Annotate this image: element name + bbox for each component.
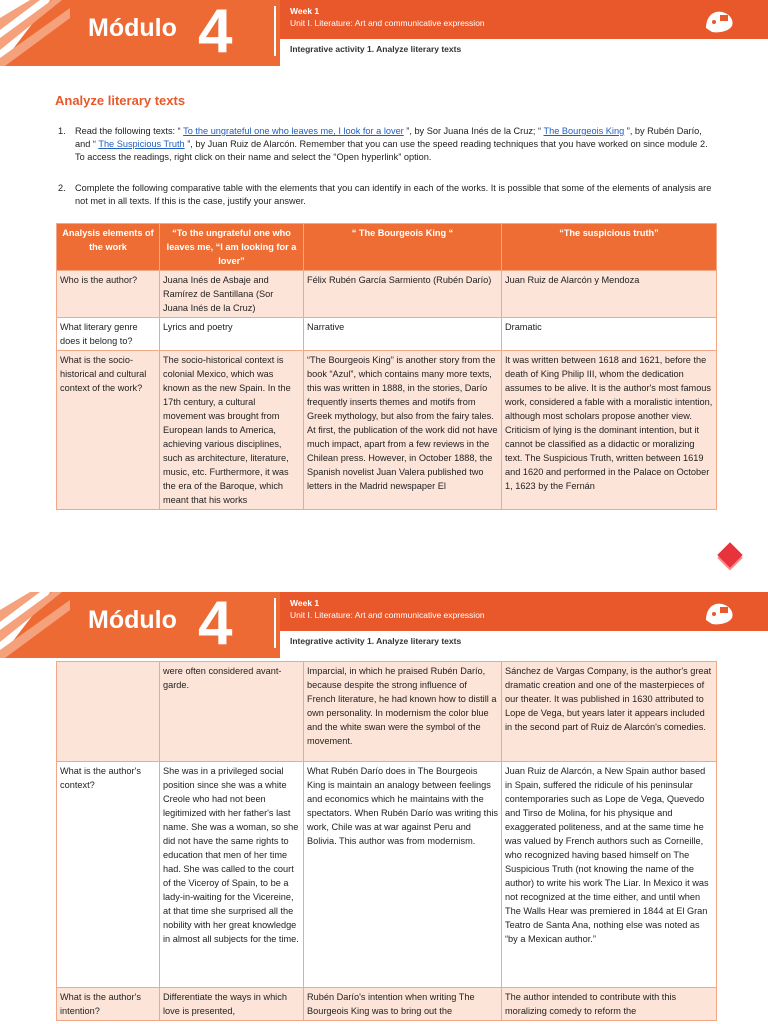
header-divider	[274, 6, 276, 56]
prepa-logo-icon	[700, 6, 740, 36]
instruction-number: 2.	[58, 183, 66, 193]
instruction-text: Complete the following comparative table with the elements that you can identify in each of the works. It is possible that some of the elements of analysis are not met in all texts. If this is the case, justify your answer.	[75, 183, 712, 207]
week-label: Week 1	[290, 598, 320, 608]
table-cell: Lyrics and poetry	[160, 318, 304, 351]
table-cell: It was written between 1618 and 1621, before the death of King Philip III, whom the dedication assumes to be alive. It is the author's most famous work, considered a fable with a moralistic intention, although most scholars propose another view. Criticism of lying is the dominant intention, but it cannot be classified as a didactic or moralizing text. The Suspicious Truth, written between 1619 and 1620 and performed in the Palace on October 1, 1623 by the Fernán	[502, 351, 717, 510]
activity-title: Integrative activity 1. Analyze literary texts	[290, 44, 462, 54]
table-row	[57, 271, 717, 318]
column-header: “To the ungrateful one who leaves me, “I am looking for a lover”	[160, 224, 304, 271]
table-row	[57, 318, 717, 351]
column-header: “ The Bourgeois King “	[304, 224, 502, 271]
reading-link-bourgeois-king[interactable]: The Bourgeois King	[543, 126, 625, 136]
header-stripes-icon	[0, 0, 70, 66]
table-cell: were often considered avant-garde.	[160, 662, 304, 762]
table-cell: “The Bourgeois King” is another story from the book “Azul”, which contains many more texts, this was written in 1888, in the stories, Darío frequently inserts themes and motifs from Greek mythology, but also from the fairy tales. At first, the publication of the work did not have much impact, apart from a few reviews in the Chilean press. However, in October 1888, the Spanish novelist Juan Valera published two letters in the Madrid newspaper El	[304, 351, 502, 510]
module-word: Módulo	[88, 606, 177, 634]
module-number: 4	[198, 592, 233, 658]
row-label: What literary genre does it belong to?	[57, 318, 160, 351]
instruction-text: Read the following texts: “	[75, 126, 184, 136]
table-row	[57, 662, 717, 762]
table-cell: Differentiate the ways in which love is presented,	[160, 988, 304, 1021]
table-cell: What Rubén Darío does in The Bourgeois King is maintain an analogy between feelings and economics which he maintains with the spectators. When Rubén Darío was writing this work, Chile was at war against Peru and Bolivia. This author was from modernism.	[304, 762, 502, 988]
page-header	[0, 0, 768, 66]
activity-title: Integrative activity 1. Analyze literary texts	[290, 636, 462, 646]
table-row	[57, 351, 717, 510]
row-label	[57, 662, 160, 762]
row-label: What is the author's context?	[57, 762, 160, 988]
instruction-1	[58, 125, 718, 165]
document-page-2	[0, 592, 768, 1024]
prepa-logo-icon	[700, 598, 740, 628]
table-cell: Dramatic	[502, 318, 717, 351]
table-row	[57, 988, 717, 1021]
table-cell: Rubén Darío's intention when writing The Bourgeois King was to bring out the	[304, 988, 502, 1021]
page-gap	[0, 520, 768, 592]
table-cell: The author intended to contribute with this moralizing comedy to reform the	[502, 988, 717, 1021]
instruction-text: ”, by Sor Juana Inés de la Cruz; “	[403, 126, 544, 136]
column-header: Analysis elements of the work	[57, 224, 160, 271]
row-label: What is the socio-historical and cultural context of the work?	[57, 351, 160, 510]
row-label: What is the author's intention?	[57, 988, 160, 1021]
instruction-text: ”, by Rubén Darío, and “	[75, 126, 702, 150]
table-cell: She was in a privileged social position since she was a white Creole who had not been legitimized with her father's last name. She was a woman, so she did not have the same rights to education that men of her time had. She was called to the court of the Viceroy of Spain, to be a lady-in-waiting for the Vicereine, at that time she surprised all the nobility with her great knowledge in almost all subjects for the time.	[160, 762, 304, 988]
table-cell: Félix Rubén García Sarmiento (Rubén Darío)	[304, 271, 502, 318]
reading-link-poem[interactable]: To the ungrateful one who leaves me, I look for a lover	[183, 126, 404, 136]
section-heading: Analyze literary texts	[55, 93, 186, 108]
instruction-number: 1.	[58, 126, 66, 136]
column-header: “The suspicious truth”	[502, 224, 717, 271]
reading-link-suspicious-truth[interactable]: The Suspicious Truth	[98, 139, 185, 150]
table-cell: The socio-historical context is colonial Mexico, which was known as the new Spain. In the 17th century, a cultural movement was brought from European lands to America, achieving various disciplines, such as architecture, literature, music, etc. Furthermore, it was the era of the Baroque, which meant that his works	[160, 351, 304, 510]
page-header	[0, 592, 768, 658]
table-clip-page-2	[0, 661, 768, 1024]
table-cell: Imparcial, in which he praised Rubén Darío, because despite the strong influence of French literature, he had known how to distill a own personality. In modernism the color blue and the white swan were the symbol of the movement.	[304, 662, 502, 762]
header-divider	[274, 598, 276, 648]
instruction-2	[58, 182, 718, 208]
comparative-table	[56, 223, 717, 510]
module-word: Módulo	[88, 14, 177, 42]
header-stripes-icon	[0, 592, 70, 658]
table-clip-page-1	[0, 223, 768, 511]
comparative-table-continued	[56, 661, 717, 1021]
week-label: Week 1	[290, 6, 320, 16]
unit-label: Unit I. Literature: Art and communicative expression	[290, 18, 485, 28]
table-cell: Juan Ruiz de Alarcón y Mendoza	[502, 271, 717, 318]
table-cell: Sánchez de Vargas Company, is the author's great dramatic creation and one of the masterpieces of our theater. It was published in 1630 attributed to Lope de Vega, but years later it appears included in the second part of Ruiz de Alarcón's comedies.	[502, 662, 717, 762]
table-cell: Narrative	[304, 318, 502, 351]
module-number: 4	[198, 0, 233, 66]
unit-label: Unit I. Literature: Art and communicative expression	[290, 610, 485, 620]
table-row	[57, 762, 717, 988]
table-cell: Juana Inés de Asbaje and Ramírez de Santillana (Sor Juana Inés de la Cruz)	[160, 271, 304, 318]
table-cell: Juan Ruiz de Alarcón, a New Spain author based in Spain, suffered the ridicule of his peninsular contemporaries such as Lope de Vega, Quevedo and Tirso de Molina, for his physique and exaggerated politeness, and at the same time he was valued by French authors such as Corneille, who recognized having based himself on The Suspicious Truth (not knowing the name of the author) to write his work The Liar. In Mexico it was not recognized at the time either, and until when The Walls Hear was premiered in 1844 at El Gran Teatro de Santa Ana, nothing else was noted as “by a Mexican author.”	[502, 762, 717, 988]
instruction-text: ”, by Juan Ruiz de Alarcón. Remember that you can use the speed reading techniques that you have worked on since module 2. To access the readings, right click on their name and select the “Open hyperlink” option.	[75, 139, 708, 163]
row-label: Who is the author?	[57, 271, 160, 318]
